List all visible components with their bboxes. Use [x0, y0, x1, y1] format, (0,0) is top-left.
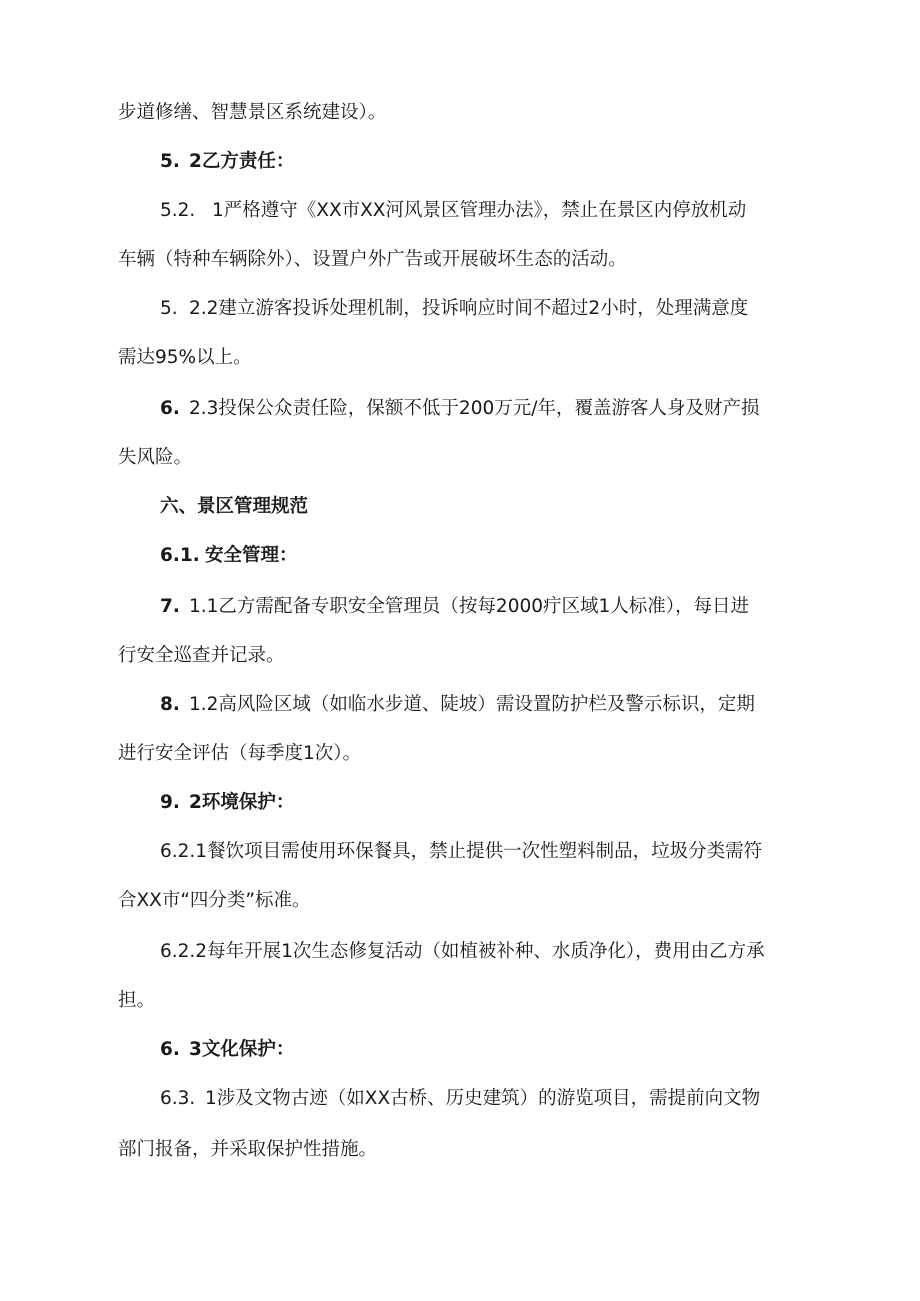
clause-text: 1涉及文物古迹（如XX古桥、历史建筑）的游览项目，需提前向文物 — [205, 1088, 761, 1109]
section-number: 6. — [160, 1039, 180, 1060]
section-number: 5. — [160, 151, 180, 172]
clause-text: 1.1乙方需配备专职安全管理员（按每2000疔区域1人标准），每日进 — [189, 596, 750, 617]
clause-number: 6. — [160, 398, 180, 419]
clause-text: 1严格遵守《XX市XX河风景区管理办法》，禁止在景区内停放机动 — [212, 200, 747, 221]
section-number: 6.1. — [160, 545, 200, 566]
paragraph-line — [160, 198, 746, 224]
paragraph-line: 合XX市“四分类”标准。 — [118, 890, 311, 911]
paragraph-line: 担。 — [118, 990, 156, 1011]
clause-number: 6.3. — [160, 1088, 196, 1109]
paragraph-line: 需达95%以上。 — [118, 347, 252, 368]
section-heading — [160, 149, 294, 175]
paragraph-line — [160, 692, 755, 718]
clause-text: 2.3投保公众责任险，保额不低于200万元/年，覆盖游客人身及财产损 — [189, 398, 760, 419]
clause-number: 5.2. — [160, 200, 196, 221]
paragraph-line: 进行安全评估（每季度1次）。 — [118, 743, 362, 764]
clause-text: 1.2高风险区域（如临水步道、陡坡）需设置防护栏及警示标识，定期 — [189, 694, 755, 715]
paragraph-line — [160, 1086, 760, 1112]
paragraph-line: 6.2.2每年开展1次生态修复活动（如植被补种、水质净化），费用由乙方承 — [160, 941, 765, 962]
section-heading — [160, 790, 294, 816]
clause-text: 2.2建立游客投诉处理机制，投诉响应时间不超过2小时，处理满意度 — [189, 298, 749, 319]
paragraph-line: 步道修缮、智慧景区系统建设）。 — [118, 102, 387, 123]
paragraph-line: 车辆（特种车辆除外）、设置户外广告或开展破坏生态的活动。 — [118, 249, 627, 270]
clause-number: 5. — [160, 298, 178, 319]
paragraph-line — [160, 396, 759, 422]
paragraph-line: 失风险。 — [118, 447, 193, 468]
section-title: 2环境保护： — [189, 792, 295, 813]
clause-number: 8. — [160, 694, 180, 715]
paragraph-line: 6.2.1餐饮项目需使用环保餐具，禁止提供一次性塑料制品，垃圾分类需符 — [160, 841, 763, 862]
paragraph-line — [160, 594, 749, 620]
section-title: 安全管理： — [205, 545, 298, 566]
chapter-heading: 六、景区管理规范 — [160, 496, 309, 517]
paragraph-line: 部门报备，并采取保护性措施。 — [118, 1139, 378, 1160]
paragraph-line: 行安全巡查并记录。 — [118, 645, 285, 666]
section-title: 3文化保护： — [189, 1039, 295, 1060]
section-title: 2乙方责任： — [189, 151, 295, 172]
section-heading — [160, 543, 298, 569]
section-number: 9. — [160, 792, 180, 813]
clause-number: 7. — [160, 596, 180, 617]
section-heading — [160, 1037, 294, 1063]
paragraph-line — [160, 296, 748, 322]
